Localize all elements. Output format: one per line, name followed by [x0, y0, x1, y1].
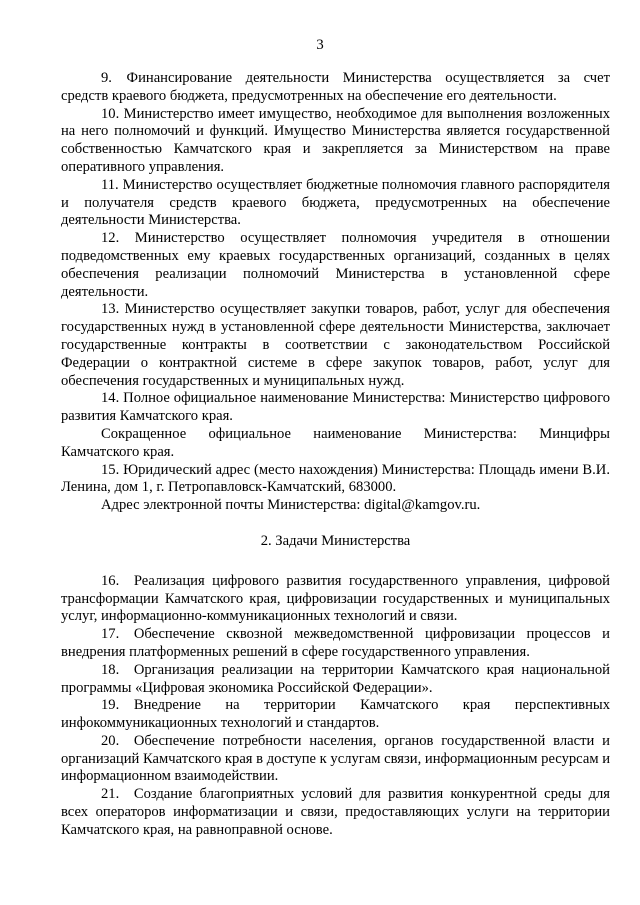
paragraph-16: 16. Реализация цифрового развития государственного управления, цифровой трансформации Камчатского края, цифровизации государственных и муниципальных услуг, информационно-коммуникационных технологий и связи. — [61, 572, 610, 625]
paragraph-17: 17. Обеспечение сквозной межведомственной цифровизации процессов и внедрения платформенных решений в сфере государственного управления. — [61, 626, 610, 660]
paragraph-14: 14. Полное официальное наименование Министерства: Министерство цифрового развития Камчатского края. — [61, 390, 610, 425]
paragraph-15-email: Адрес электронной почты Министерства: digital@kamgov.ru. — [101, 497, 481, 514]
paragraph-10: 10. Министерство имеет имущество, необходимое для выполнения возложенных на него полномочий и функций. Имущество Министерства является государственной собственностью Камчатского края и закрепляется за Министерством на праве оперативного управления. — [61, 105, 610, 175]
paragraph-20: 20. Обеспечение потребности населения, органов государственной власти и организаций Камчатского края в доступе к услугам связи, информационным ресурсам и информационном взаимодействии. — [61, 732, 611, 785]
paragraph-12: 12. Министерство осуществляет полномочия учредителя в отношении подведомственных ему краевых государственных организаций, созданных в целях обеспечения реализации полномочий Министерства в установленной сфере деятельности. — [61, 230, 610, 300]
paragraph-13: 13. Министерство осуществляет закупки товаров, работ, услуг для обеспечения государственных нужд в установленной сфере деятельности Министерства, заключает государственные контракты в соответствии с законодательством Российской Федерации о контрактной системе в сфере закупок товаров, работ, услуг для обеспечения государственных и муниципальных нужд. — [61, 301, 610, 389]
paragraph-21: 21. Создание благоприятных условий для развития конкурентной среды для всех операторов информатизации и связи, предоставляющих услуги на территории Камчатского края, на равноправной основе. — [61, 786, 610, 838]
paragraph-15: 15. Юридический адрес (место нахождения) Министерства: Площадь имени В.И. Ленина, дом 1, г. Петропавловск-Камчатский, 683000. — [61, 461, 610, 496]
paragraph-18: 18. Организация реализации на территории Камчатского края национальной программы «Цифровая экономика Российской Федерации». — [61, 661, 610, 696]
paragraph-19: 19. Внедрение на территории Камчатского края перспективных инфокоммуникационных технологий и стандартов. — [61, 697, 610, 732]
paragraph-9: 9. Финансирование деятельности Министерства осуществляется за счет средств краевого бюджета, предусмотренных на обеспечение его деятельности. — [61, 70, 610, 104]
document-body — [61, 70, 610, 840]
paragraph-11: 11. Министерство осуществляет бюджетные полномочия главного распорядителя и получателя средств краевого бюджета, предусмотренных на обеспечение деятельности Министерства. — [61, 176, 610, 229]
paragraph-14-short-name: Сокращенное официальное наименование Министерства: Минцифры Камчатского края. — [61, 425, 610, 460]
section-heading-tasks: 2. Задачи Министерства — [260, 532, 411, 549]
page-number: 3 — [316, 37, 324, 53]
